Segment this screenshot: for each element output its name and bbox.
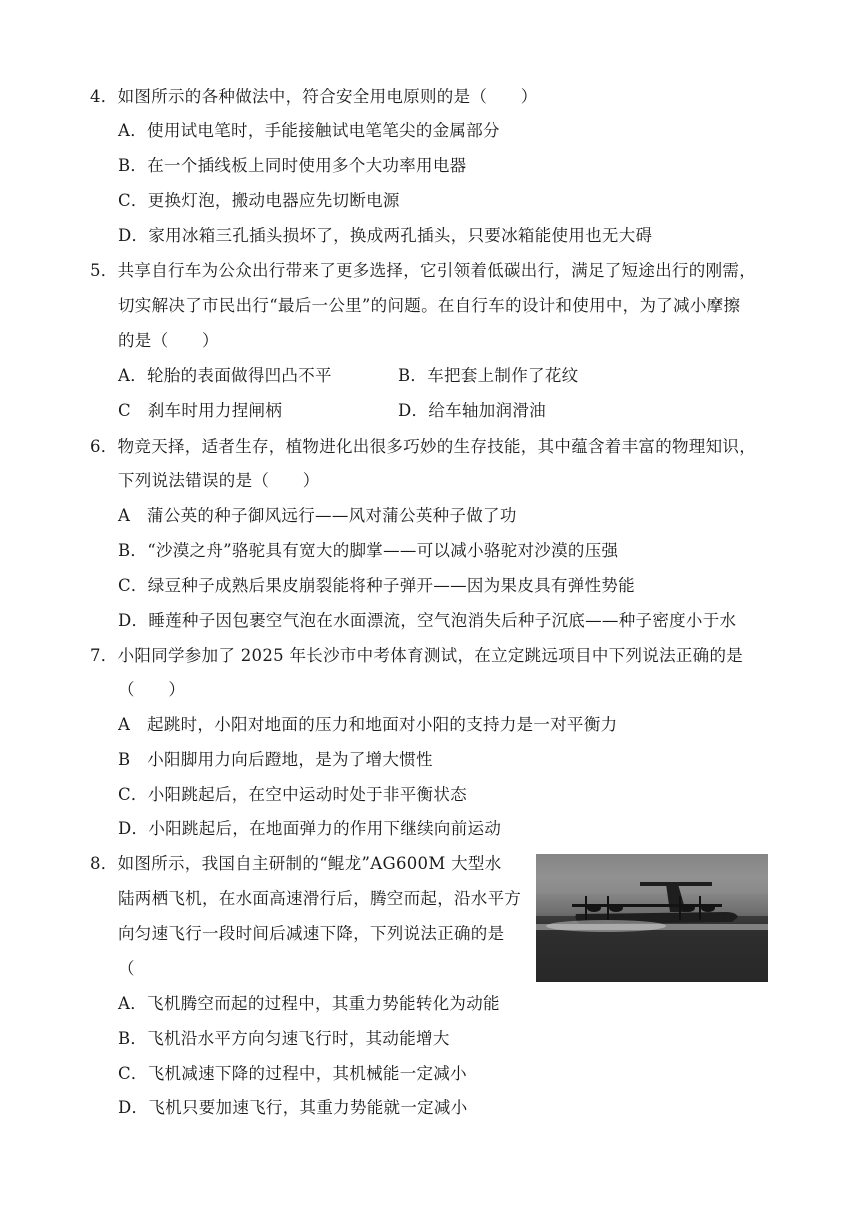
question-7-stem-line-1: 7．小阳同学参加了 2025 年长沙市中考体育测试，在立定跳远项目中下列说法正确的是 [90, 646, 744, 665]
question-8-option-d: D．飞机只要加速飞行，其重力势能就一定减小 [118, 1098, 468, 1117]
question-7-option-c: C．小阳跳起后，在空中运动时处于非平衡状态 [118, 785, 467, 804]
question-5-option-a: A．轮胎的表面做得凹凸不平 [118, 366, 332, 385]
question-5-stem-line-2: 切实解决了市民出行“最后一公里”的问题。在自行车的设计和使用中，为了减小摩擦 [118, 296, 741, 315]
question-6-option-c: C．绿豆种子成熟后果皮崩裂能将种子弹开——因为果皮具有弹性势能 [118, 576, 635, 595]
question-8-option-c: C．飞机减速下降的过程中，其机械能一定减小 [118, 1064, 467, 1083]
question-4-option-a: A．使用试电笔时，手能接触试电笔笔尖的金属部分 [118, 121, 500, 140]
question-7-option-b: B 小阳脚用力向后蹬地，是为了增大惯性 [118, 750, 433, 769]
question-7-stem-line-2: （ ） [118, 680, 186, 699]
question-4-option-b: B．在一个插线板上同时使用多个大功率用电器 [118, 156, 467, 175]
question-8-stem-line-3: 向匀速飞行一段时间后减速下降，下列说法正确的是 [118, 924, 505, 943]
question-6-option-a: A 蒲公英的种子御风远行——风对蒲公英种子做了功 [118, 506, 517, 525]
question-6-option-d: D．睡莲种子因包裹空气泡在水面漂流，空气泡消失后种子沉底——种子密度小于水 [118, 611, 737, 630]
amphibious-aircraft-photo [536, 854, 768, 982]
question-7-option-a: A 起跳时，小阳对地面的压力和地面对小阳的支持力是一对平衡力 [118, 715, 618, 734]
question-7-option-d: D．小阳跳起后，在地面弹力的作用下继续向前运动 [118, 819, 502, 838]
question-5-stem-line-3: 的是（ ） [118, 331, 219, 350]
question-5-option-c: C 刹车时用力捏闸柄 [118, 401, 283, 420]
question-5-option-d: D．给车轴加润滑油 [398, 401, 546, 420]
question-5-option-b: B．车把套上制作了花纹 [398, 366, 579, 385]
question-8-option-a: A．飞机腾空而起的过程中，其重力势能转化为动能 [118, 994, 500, 1013]
question-6-option-b: B．“沙漠之舟”骆驼具有宽大的脚掌——可以减小骆驼对沙漠的压强 [118, 541, 619, 560]
aircraft-icon [536, 854, 768, 982]
question-8-stem-line-4: （ [118, 959, 135, 978]
question-4-option-c: C．更换灯泡，搬动电器应先切断电源 [118, 191, 400, 210]
question-8-option-b: B．飞机沿水平方向匀速飞行时，其动能增大 [118, 1029, 450, 1048]
question-5-stem-line-1: 5．共享自行车为公众出行带来了更多选择，它引领着低碳出行，满足了短途出行的刚需， [90, 261, 756, 280]
question-8-stem-line-1: 8．如图所示，我国自主研制的“鲲龙”AG600M 大型水 [90, 854, 502, 873]
question-4-option-d: D．家用冰箱三孔插头损坏了，换成两孔插头，只要冰箱能使用也无大碍 [118, 226, 653, 245]
question-6-stem-line-2: 下列说法错误的是（ ） [118, 471, 320, 490]
question-6-stem-line-1: 6．物竞天择，适者生存，植物进化出很多巧妙的生存技能，其中蕴含着丰富的物理知识， [90, 437, 756, 456]
question-8-stem-line-2: 陆两栖飞机，在水面高速滑行后，腾空而起，沿水平方 [118, 889, 522, 908]
question-4-stem: 4．如图所示的各种做法中，符合安全用电原则的是（ ） [90, 87, 538, 106]
